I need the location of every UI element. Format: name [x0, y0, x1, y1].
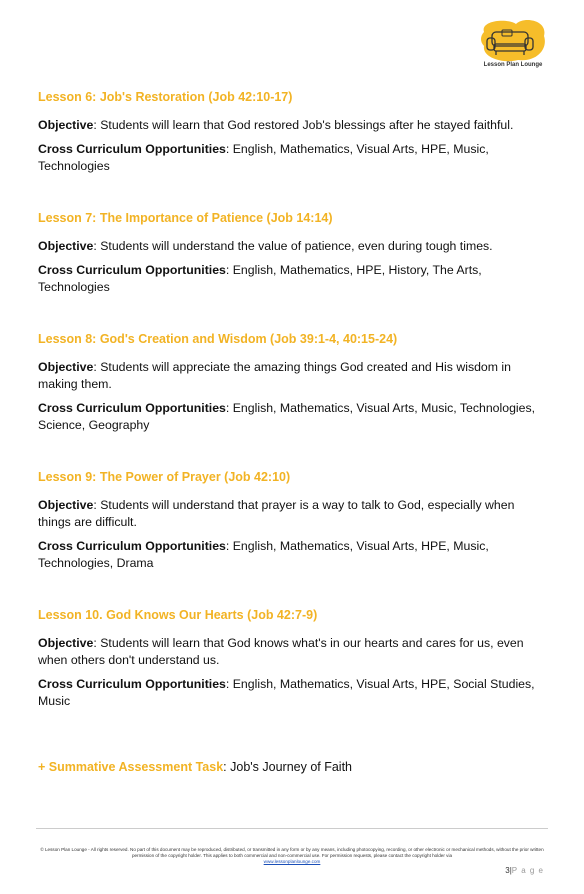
page-number [505, 866, 544, 875]
cross-curriculum [38, 400, 548, 434]
objective-label: Objective [38, 498, 94, 512]
cross-curriculum-text: : English, Mathematics, Visual Arts, HPE, Social Studies, Music [38, 677, 535, 708]
objective-label: Objective [38, 360, 94, 374]
cross-curriculum [38, 141, 548, 175]
objective-text: : Students will learn that God knows what's in our hearts and cares for us, even when others don't understand us. [38, 636, 524, 667]
cross-curriculum-text: : English, Mathematics, Visual Arts, Music, Technologies, Science, Geography [38, 401, 536, 432]
objective [38, 117, 548, 134]
lesson-9 [38, 470, 548, 572]
page-separator: | [509, 866, 512, 875]
cross-curriculum-text: : English, Mathematics, Visual Arts, HPE, Music, Technologies, Drama [38, 539, 489, 570]
objective-label: Objective [38, 636, 94, 650]
objective [38, 359, 548, 393]
cross-curriculum [38, 676, 548, 710]
lesson-title: Lesson 6: Job's Restoration (Job 42:10-17) [38, 90, 293, 104]
cross-curriculum-label: Cross Curriculum Opportunities [38, 263, 226, 277]
objective-text: : Students will understand that prayer is a way to talk to God, especially when things are difficult. [38, 498, 515, 529]
copyright-text: © Lesson Plan Lounge - All rights reserved. No part of this document may be reproduced, distributed, or transmitted in any form or by any means, including photocopying, recording, or other electronic or mechanical methods, without the prior written permission of the copyright holder. This applies to both commercial and non-commercial use. For permission requests, please contact the copyright holder via [40, 847, 544, 858]
lesson-title: Lesson 9: The Power of Prayer (Job 42:10) [38, 470, 291, 484]
cross-curriculum-text: : English, Mathematics, HPE, History, The Arts, Technologies [38, 263, 482, 294]
objective-text: : Students will understand the value of patience, even during tough times. [93, 239, 493, 253]
objective [38, 635, 548, 669]
lesson-8 [38, 332, 548, 434]
summative-label: + Summative Assessment Task [38, 760, 224, 774]
lesson-10 [38, 608, 548, 710]
objective-label: Objective [38, 118, 94, 132]
footer-copyright [40, 847, 544, 865]
cross-curriculum-label: Cross Curriculum Opportunities [38, 142, 226, 156]
footer-divider [36, 828, 548, 829]
lesson-title: Lesson 8: God's Creation and Wisdom (Job 39:1-4, 40:15-24) [38, 332, 398, 346]
cross-curriculum-text: : English, Mathematics, Visual Arts, HPE, Music, Technologies [38, 142, 489, 173]
objective-label: Objective [38, 239, 94, 253]
cross-curriculum-label: Cross Curriculum Opportunities [38, 677, 226, 691]
summative-text: : Job's Journey of Faith [223, 760, 353, 774]
page-number-value: 3 [505, 866, 510, 875]
lesson-title: Lesson 7: The Importance of Patience (Job 14:14) [38, 211, 333, 225]
objective-text: : Students will learn that God restored Job's blessings after he stayed faithful. [93, 118, 514, 132]
lesson-7 [38, 211, 548, 296]
lesson-list [38, 90, 548, 746]
objective [38, 497, 548, 531]
website-link[interactable]: www.lessonplanlounge.com [263, 859, 321, 864]
objective [38, 238, 548, 255]
lesson-title: Lesson 10. God Knows Our Hearts (Job 42:7-9) [38, 608, 318, 622]
cross-curriculum [38, 262, 548, 296]
summative-assessment [38, 760, 352, 774]
logo-text: Lesson Plan Lounge [483, 62, 543, 68]
cross-curriculum [38, 538, 548, 572]
objective-text: : Students will appreciate the amazing things God created and His wisdom in making them. [38, 360, 512, 391]
cross-curriculum-label: Cross Curriculum Opportunities [38, 539, 226, 553]
cross-curriculum-label: Cross Curriculum Opportunities [38, 401, 226, 415]
lesson-6 [38, 90, 548, 175]
page-word: P a g e [511, 866, 544, 875]
